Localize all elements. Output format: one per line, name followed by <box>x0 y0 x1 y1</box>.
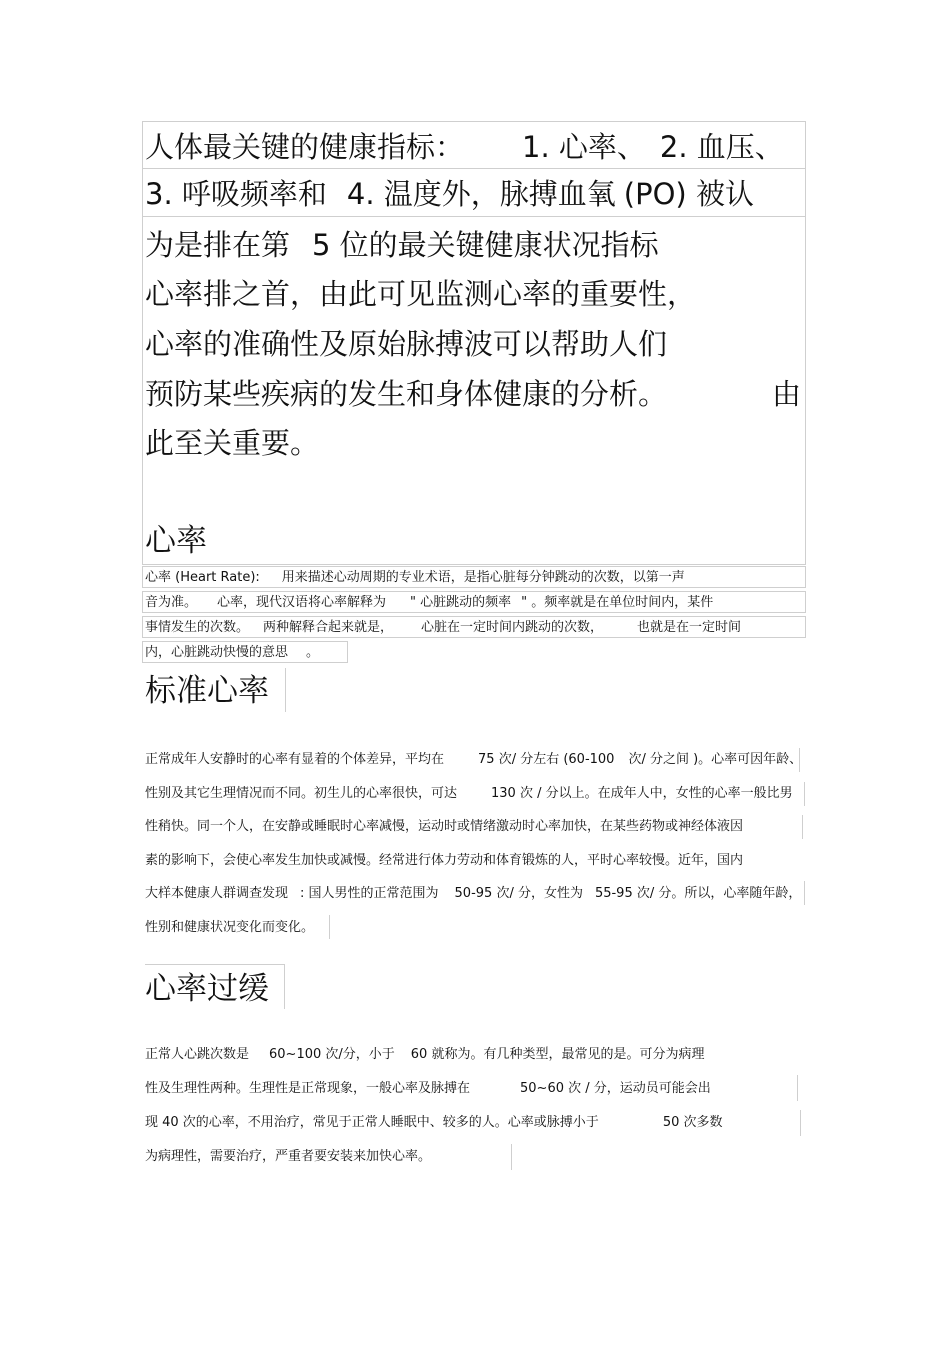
heading-rule <box>284 964 285 1009</box>
hr-text: 内，心脏跳动快慢的意思 <box>145 645 289 660</box>
std-text: 55-95 次/ 分。所以，心率随年龄， <box>594 886 802 901</box>
intro-text: 为是排在第 <box>145 228 291 262</box>
std-text: 素的影响下，会使心率发生加快或减慢。经常进行体力劳动和体育锻炼的人，平时心率较慢。近年，国内 <box>145 853 744 868</box>
hr-text: " 心脏跳动的频率 <box>410 595 512 610</box>
intro-text: 由 <box>771 377 801 411</box>
std-text: 75 次/ 分左右 (60-100 <box>478 752 615 767</box>
row-rule <box>797 1075 798 1101</box>
row-rule <box>804 782 805 806</box>
std-line-3 <box>145 816 743 838</box>
std-text: : 国人男性的正常范围为 <box>300 886 439 901</box>
intro-text: 5 位的最关键健康状况指标 <box>312 228 659 262</box>
intro-line-4 <box>145 271 696 317</box>
std-text: 性别及其它生理情况而不同。初生儿的心率很快，可达 <box>145 786 458 801</box>
heading-rule <box>285 668 286 712</box>
std-text: 大样本健康人群调查发现 <box>145 886 289 901</box>
brady-text: 50~60 次 / 分，运动员可能会出 <box>520 1081 711 1096</box>
intro-line-6 <box>145 371 805 417</box>
heading-rule <box>145 964 285 965</box>
hr-text: 事情发生的次数。 <box>145 620 250 635</box>
heading-standard-heart-rate: 标准心率 <box>145 673 269 709</box>
hr-text: " 。频率就是在单位时间内，某件 <box>521 595 714 610</box>
intro-text: 1. 心率、 <box>522 130 646 164</box>
row-rule <box>329 915 330 939</box>
hr-text: 也就是在一定时间 <box>637 620 742 635</box>
std-text: 130 次 / 分以上。在成年人中，女性的心率一般比男 <box>491 786 793 801</box>
intro-text: 预防某些疾病的发生和身体健康的分析。 <box>145 377 668 411</box>
std-line-6 <box>145 917 314 939</box>
brady-line-1 <box>145 1044 704 1066</box>
intro-text: (PO) 被认 <box>623 177 754 211</box>
intro-text: 3. 呼吸频率和 <box>145 177 327 211</box>
row-rule <box>804 881 805 905</box>
brady-text: 60 就称为。有几种类型，最常见的是。可分为病理 <box>410 1047 705 1062</box>
intro-line-2 <box>145 171 754 217</box>
std-text: 正常成年人安静时的心率有显着的个体差异，平均在 <box>145 752 445 767</box>
hr-text: 。 <box>306 645 320 660</box>
std-line-2 <box>145 783 793 805</box>
intro-text: 心率排之首，由此可见监测心率的重要性， <box>145 277 697 311</box>
hr-text: 音为准。 <box>145 595 198 610</box>
brady-line-3 <box>145 1112 723 1134</box>
heading-heart-rate: 心率 <box>145 523 207 559</box>
brady-text: 现 40 次的心率，不用治疗，常见于正常人睡眠中、较多的人。心率或脉搏小于 <box>145 1115 599 1130</box>
intro-line-3 <box>145 222 659 268</box>
heading-bradycardia: 心率过缓 <box>145 971 269 1007</box>
brady-text: 50 次多数 <box>662 1115 723 1130</box>
std-line-5 <box>145 883 801 905</box>
intro-text: 4. 温度外，脉搏血氧 <box>346 177 616 211</box>
hr-line-3 <box>145 617 741 639</box>
hr-line-2 <box>145 592 713 614</box>
intro-text: 心率的准确性及原始脉搏波可以帮助人们 <box>145 327 668 361</box>
intro-text: 2. 血压、 <box>659 130 784 164</box>
hr-text: 心率，现代汉语将心率解释为 <box>217 595 387 610</box>
brady-text: 60~100 次/分，小于 <box>269 1047 395 1062</box>
brady-text: 性及生理性两种。生理性是正常现象，一般心率及脉搏在 <box>145 1081 471 1096</box>
std-line-4 <box>145 850 743 872</box>
brady-text: 为病理性，需要治疗，严重者要安装来加快心率。 <box>145 1149 432 1164</box>
hr-text: 心脏在一定时间内跳动的次数， <box>421 620 604 635</box>
row-rule <box>802 815 803 839</box>
brady-line-4 <box>145 1146 431 1168</box>
hr-text: 用来描述心动周期的专业术语，是指心脏每分钟跳动的次数，以第一声 <box>281 570 685 585</box>
intro-line-1 <box>145 124 784 170</box>
hr-text: 心率 (Heart Rate): <box>145 570 260 585</box>
hr-line-1 <box>145 567 685 589</box>
intro-text: 人体最关键的健康指标： <box>145 130 465 164</box>
intro-line-5 <box>145 321 667 367</box>
std-text: 性稍快。同一个人，在安静或睡眠时心率减慢，运动时或情绪激动时心率加快，在某些药物或神经体液因 <box>145 819 744 834</box>
std-text: 次/ 分之间 )。心率可因年龄、 <box>628 752 803 767</box>
hr-text: 两种解释合起来就是， <box>263 620 394 635</box>
hr-line-4 <box>145 642 319 664</box>
brady-line-2 <box>145 1078 711 1100</box>
std-text: 性别和健康状况变化而变化。 <box>145 920 315 935</box>
intro-line-7 <box>145 420 319 466</box>
std-line-1 <box>145 749 802 771</box>
intro-text: 此至关重要。 <box>145 426 320 460</box>
row-rule <box>800 1110 801 1136</box>
row-rule <box>511 1144 512 1170</box>
std-text: 50-95 次/ 分，女性为 <box>454 886 583 901</box>
brady-text: 正常人心跳次数是 <box>145 1047 250 1062</box>
